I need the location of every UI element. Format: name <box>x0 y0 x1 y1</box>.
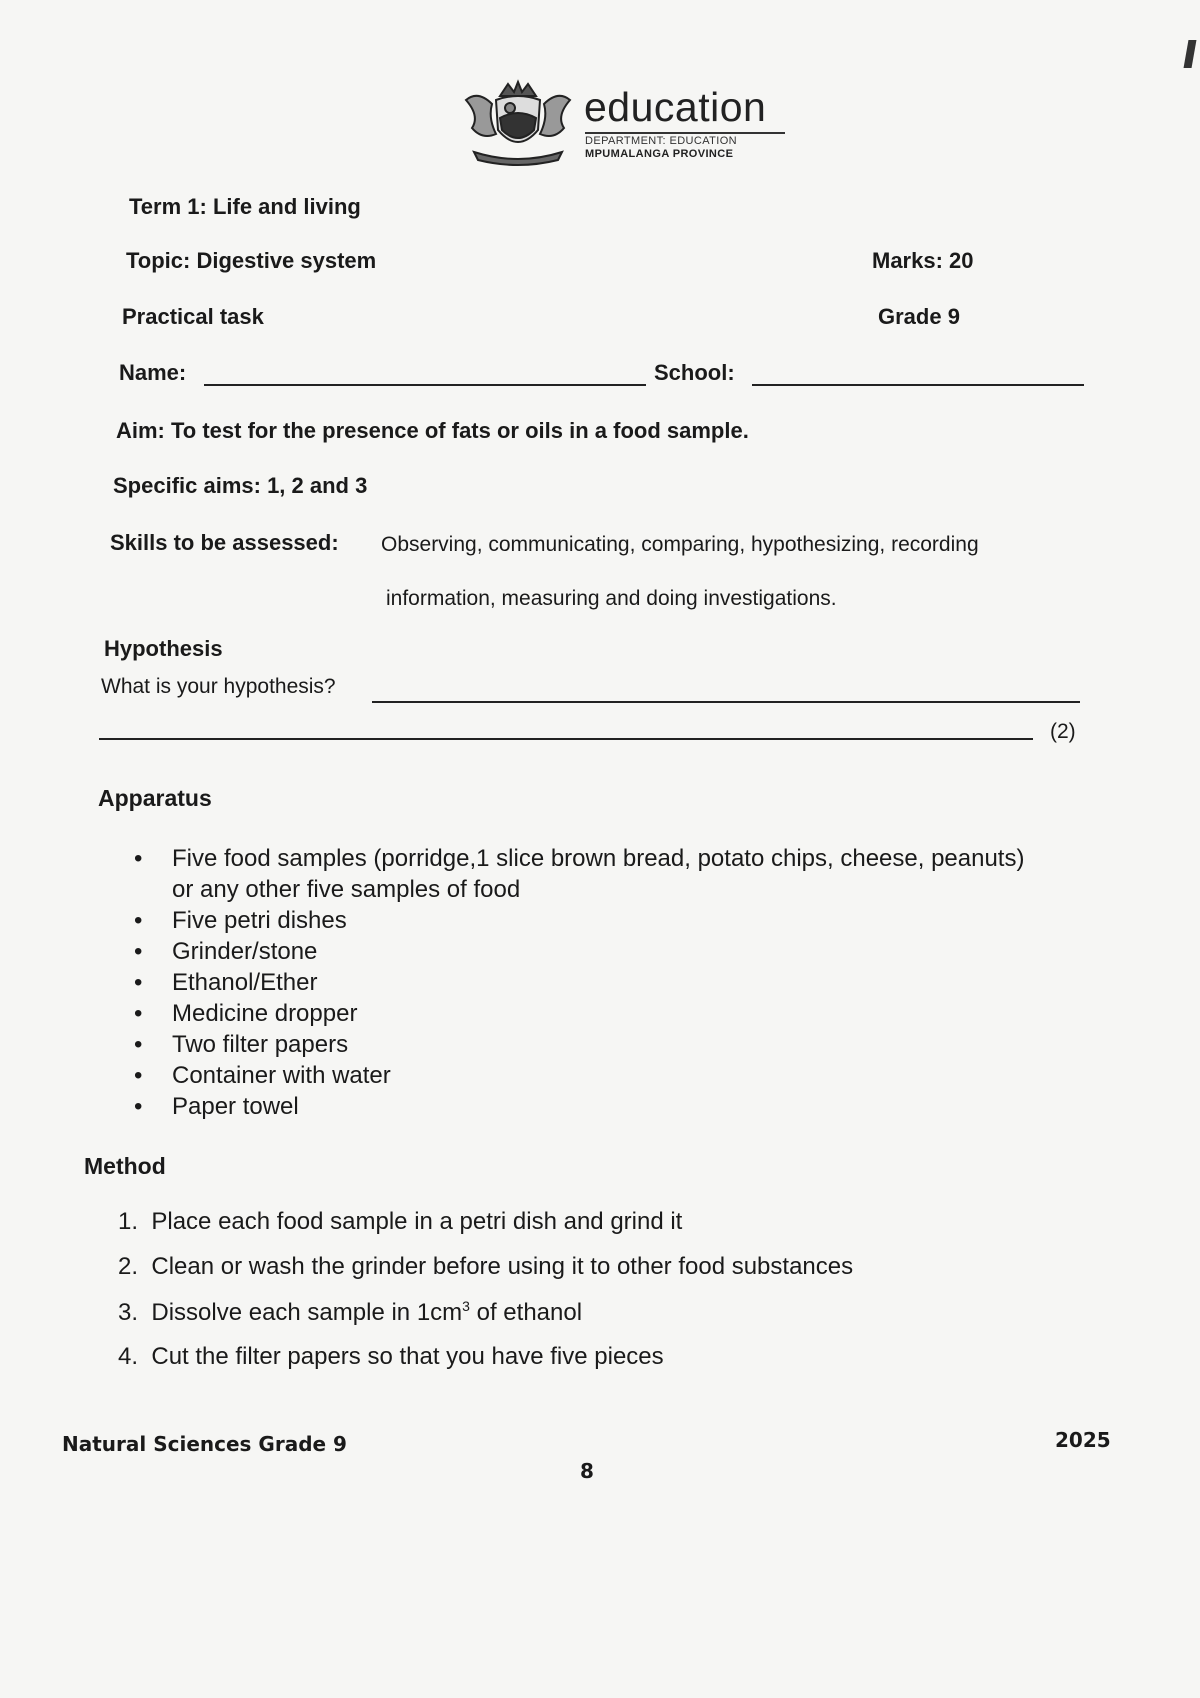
apparatus-item: • Medicine dropper <box>134 1000 358 1027</box>
skills-label: Skills to be assessed: <box>110 530 339 555</box>
hypothesis-answer-line-2[interactable] <box>99 738 1033 740</box>
apparatus-item: • Container with water <box>134 1062 391 1089</box>
bullet-icon: • <box>134 969 143 996</box>
bullet-icon: • <box>134 1062 143 1089</box>
grade-label: Grade 9 <box>878 304 960 329</box>
education-logo <box>452 78 792 168</box>
skills-text-line1: Observing, communicating, comparing, hypothesizing, recording <box>381 533 979 556</box>
bullet-icon: • <box>134 1031 143 1058</box>
footer-subject: Natural Sciences Grade 9 <box>62 1432 347 1456</box>
method-heading: Method <box>84 1153 166 1179</box>
scan-mark <box>1184 40 1197 68</box>
method-step: 2. Clean or wash the grinder before using it to other food substances <box>118 1253 854 1280</box>
task-type: Practical task <box>122 304 264 329</box>
marks-label: Marks: 20 <box>872 248 974 273</box>
name-field[interactable] <box>204 384 646 386</box>
method-step: 4. Cut the filter papers so that you have five pieces <box>118 1343 664 1370</box>
method-step: 3. Dissolve each sample in $1cm^3$ of ethanol <box>118 1298 583 1326</box>
bullet-icon: • <box>134 845 143 872</box>
footer-year: 2025 <box>1055 1428 1111 1452</box>
page-number: 8 <box>580 1459 594 1483</box>
method-steps <box>118 1208 1018 1388</box>
apparatus-item: • Two filter papers <box>134 1031 349 1058</box>
bullet-icon: • <box>134 1093 143 1120</box>
method-step: 1. Place each food sample in a petri dish and grind it <box>118 1208 683 1235</box>
apparatus-heading: Apparatus <box>98 785 212 811</box>
apparatus-item: • Ethanol/Ether <box>134 969 318 996</box>
logo-divider <box>585 132 785 134</box>
hypothesis-answer-line-1[interactable] <box>372 701 1080 703</box>
apparatus-list <box>134 843 1092 1122</box>
apparatus-item: • Grinder/stone <box>134 938 318 965</box>
bullet-icon: • <box>134 1000 143 1027</box>
logo-province: MPUMALANGA PROVINCE <box>585 148 734 160</box>
bullet-icon: • <box>134 907 143 934</box>
apparatus-item: • Five food samples (porridge,1 slice brown bread, potato chips, cheese, peanuts) <box>134 845 1025 872</box>
skills-text-line2: information, measuring and doing investigations. <box>386 587 837 610</box>
hypothesis-heading: Hypothesis <box>104 636 223 661</box>
coat-of-arms-icon <box>452 78 584 168</box>
logo-wordmark: education <box>584 84 767 130</box>
school-field[interactable] <box>752 384 1084 386</box>
aim-statement: Aim: To test for the presence of fats or oils in a food sample. <box>116 418 749 443</box>
hypothesis-marks: (2) <box>1050 720 1076 743</box>
logo-department: DEPARTMENT: EDUCATION <box>585 135 738 147</box>
apparatus-item-continuation: or any other five samples of food <box>172 876 521 903</box>
topic-heading: Topic: Digestive system <box>126 248 377 273</box>
name-label: Name: <box>119 360 187 385</box>
apparatus-item: • Paper towel <box>134 1093 299 1120</box>
school-label: School: <box>654 360 735 385</box>
specific-aims: Specific aims: 1, 2 and 3 <box>113 473 368 498</box>
term-heading: Term 1: Life and living <box>129 194 361 219</box>
hypothesis-question: What is your hypothesis? <box>101 675 336 698</box>
apparatus-item: • Five petri dishes <box>134 907 347 934</box>
bullet-icon: • <box>134 938 143 965</box>
